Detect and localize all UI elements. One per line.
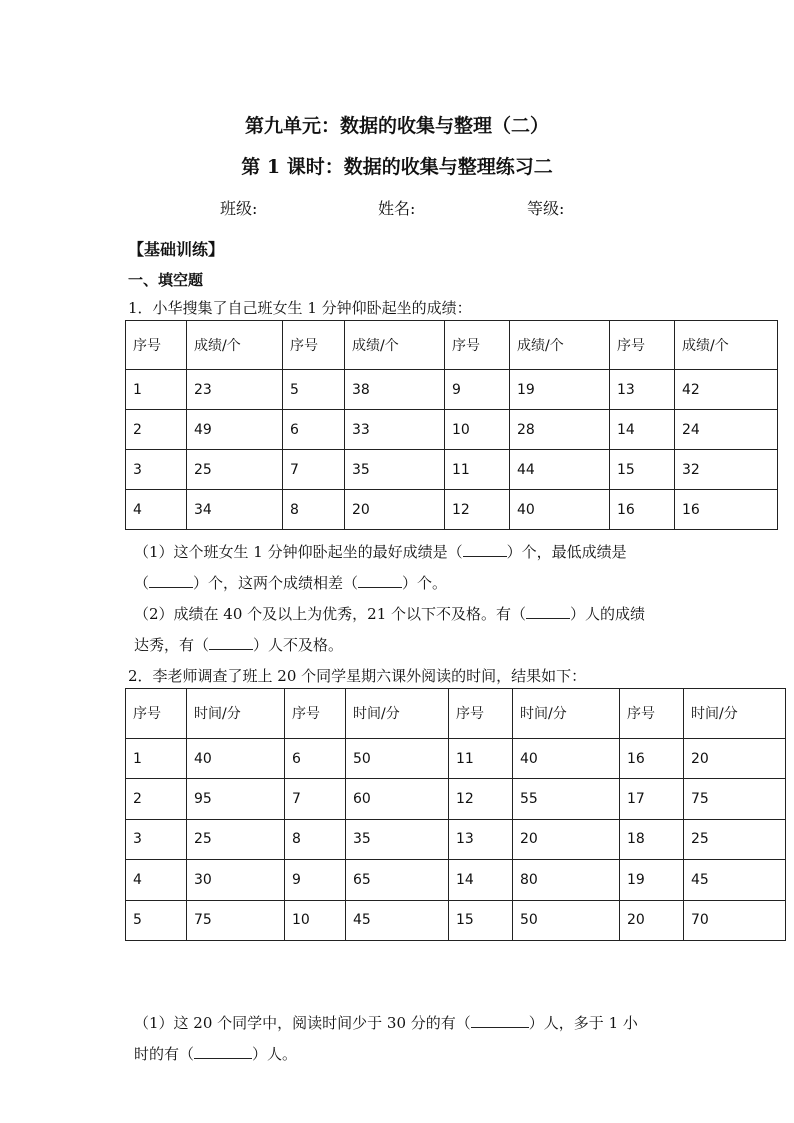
q1-sub1-text: （ [134,574,150,592]
header-cell: 序号 [126,321,187,370]
header-cell: 序号 [126,689,187,739]
table-cell: 11 [445,450,510,490]
table-cell: 33 [345,410,445,450]
table-cell: 1 [126,370,187,410]
q1-sub2-line2 [134,634,343,655]
header-cell: 序号 [620,689,684,739]
table-cell: 16 [675,490,778,530]
table-cell: 3 [126,819,187,859]
table-cell: 35 [346,819,449,859]
part-heading-fill-blanks: 一、填空题 [128,271,204,289]
name-label: 姓名: [378,199,416,218]
q2-sub1-text: ）人。 [252,1045,298,1063]
header-cell: 时间/分 [513,689,620,739]
header-cell: 时间/分 [346,689,449,739]
header-cell: 序号 [445,321,510,370]
table-cell: 75 [187,900,285,940]
table-header-row [126,321,778,370]
question-2-stem: 2．李老师调查了班上 20 个同学星期六课外阅读的时间，结果如下： [128,667,587,685]
table-cell: 9 [445,370,510,410]
q2-sub1-text: ）人，多于 1 小 [528,1014,638,1032]
table-row [126,490,778,530]
table-cell: 5 [126,900,187,940]
header-cell: 序号 [610,321,675,370]
answer-blank[interactable] [526,606,570,619]
table-cell: 70 [684,900,786,940]
answer-blank[interactable] [209,637,253,650]
q1-sub1-text: ）个。 [402,574,448,592]
q2-sub1-text: 时的有（ [134,1045,195,1063]
table-cell: 40 [187,738,285,778]
table-cell: 16 [620,738,684,778]
table-cell: 35 [345,450,445,490]
table-row [126,860,786,900]
table-cell: 8 [283,490,345,530]
table-cell: 7 [283,450,345,490]
table-cell: 95 [187,779,285,819]
table-cell: 50 [513,900,620,940]
header-cell: 成绩/个 [510,321,610,370]
table-cell: 24 [675,410,778,450]
table-cell: 13 [449,819,513,859]
header-cell: 成绩/个 [675,321,778,370]
q1-sub2-text: 达秀，有（ [134,636,210,654]
table-row [126,370,778,410]
table-cell: 18 [620,819,684,859]
table-cell: 50 [346,738,449,778]
q1-sub1-text: ）个，这两个成绩相差（ [193,574,359,592]
answer-blank[interactable] [471,1015,529,1028]
q1-sub1-line2 [134,572,447,593]
page-title: 第九单元：数据的收集与整理（二） [244,115,549,137]
table-cell: 40 [510,490,610,530]
table-row [126,900,786,940]
table-cell: 42 [675,370,778,410]
header-cell: 序号 [283,321,345,370]
table-cell: 45 [346,900,449,940]
table-cell: 20 [620,900,684,940]
table-cell: 38 [345,370,445,410]
table-cell: 12 [445,490,510,530]
table-cell: 19 [510,370,610,410]
q1-sub2-text: ）人不及格。 [253,636,344,654]
table-cell: 20 [345,490,445,530]
header-cell: 序号 [449,689,513,739]
table-cell: 10 [285,900,346,940]
table-cell: 34 [187,490,283,530]
q2-sub1-text: （1）这 20 个同学中，阅读时间少于 30 分的有（ [134,1014,471,1032]
table-cell: 2 [126,410,187,450]
table-cell: 25 [187,819,285,859]
q2-sub1-line2 [134,1043,297,1064]
table-row [126,450,778,490]
header-cell: 成绩/个 [345,321,445,370]
section-heading-basic: 【基础训练】 [128,240,225,259]
table-cell: 65 [346,860,449,900]
answer-blank[interactable] [194,1046,252,1059]
table-cell: 60 [346,779,449,819]
table-cell: 3 [126,450,187,490]
q1-sub2-line1 [134,603,645,624]
table-cell: 45 [684,860,786,900]
q1-sub1-line1 [134,541,627,562]
table-cell: 6 [285,738,346,778]
table-cell: 1 [126,738,187,778]
header-cell: 序号 [285,689,346,739]
table-cell: 30 [187,860,285,900]
table-cell: 49 [187,410,283,450]
grade-label: 等级: [527,199,565,218]
q2-sub1-line1 [134,1012,638,1033]
table-cell: 4 [126,490,187,530]
table-cell: 80 [513,860,620,900]
table-cell: 40 [513,738,620,778]
table-cell: 20 [684,738,786,778]
q1-sub2-text: ）人的成绩 [570,605,646,623]
answer-blank[interactable] [358,575,402,588]
table-cell: 11 [449,738,513,778]
table-cell: 28 [510,410,610,450]
table-row [126,738,786,778]
header-cell: 时间/分 [684,689,786,739]
answer-blank[interactable] [149,575,193,588]
table-cell: 13 [610,370,675,410]
table-row [126,779,786,819]
answer-blank[interactable] [463,544,507,557]
table-cell: 75 [684,779,786,819]
q2-reading-time-table [125,688,786,941]
table-cell: 7 [285,779,346,819]
table-cell: 5 [283,370,345,410]
header-cell: 成绩/个 [187,321,283,370]
table-cell: 15 [610,450,675,490]
table-cell: 9 [285,860,346,900]
table-cell: 14 [610,410,675,450]
table-cell: 32 [675,450,778,490]
table-cell: 12 [449,779,513,819]
q1-sub1-text: （1）这个班女生 1 分钟仰卧起坐的最好成绩是（ [134,543,463,561]
table-row [126,819,786,859]
table-cell: 10 [445,410,510,450]
table-cell: 19 [620,860,684,900]
class-label: 班级: [220,199,258,218]
table-cell: 14 [449,860,513,900]
table-cell: 2 [126,779,187,819]
table-header-row [126,689,786,739]
table-cell: 17 [620,779,684,819]
table-cell: 25 [684,819,786,859]
table-row [126,410,778,450]
table-cell: 8 [285,819,346,859]
table-cell: 15 [449,900,513,940]
header-cell: 时间/分 [187,689,285,739]
table-cell: 55 [513,779,620,819]
page-subtitle: 第 1 课时：数据的收集与整理练习二 [241,156,553,178]
q1-sub2-text: （2）成绩在 40 个及以上为优秀，21 个以下不及格。有（ [134,605,527,623]
table-cell: 4 [126,860,187,900]
q1-sub1-text: ）个，最低成绩是 [506,543,627,561]
question-1-stem: 1．小华搜集了自己班女生 1 分钟仰卧起坐的成绩： [128,299,472,317]
table-cell: 16 [610,490,675,530]
table-cell: 6 [283,410,345,450]
q1-score-table [125,320,778,530]
table-cell: 25 [187,450,283,490]
table-cell: 44 [510,450,610,490]
table-cell: 23 [187,370,283,410]
table-cell: 20 [513,819,620,859]
